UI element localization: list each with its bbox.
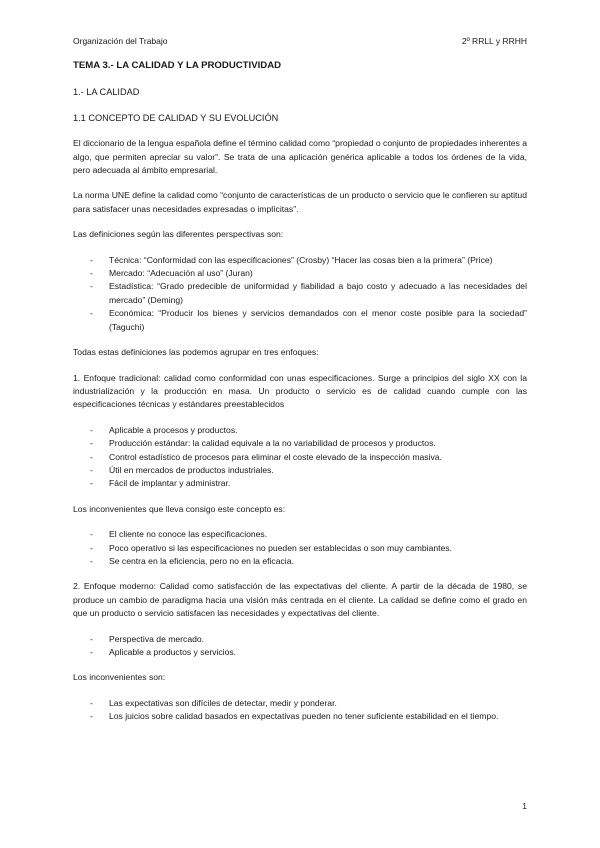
list-item-text: Técnica: “Conformidad con las especificaciones” (Crosby) “Hacer las cosas bien a la primera” (Price) <box>109 254 493 265</box>
list-item <box>73 697 527 710</box>
list-item-text: Económica: “Producir los bienes y servicios demandados con el menor coste posible para la sociedad” (Taguchi) <box>109 308 527 332</box>
list-item <box>73 280 527 307</box>
list-item-text: Útil en mercados de productos industriales. <box>109 464 274 475</box>
paragraph-traditional-drawbacks-intro: Los inconvenientes que lleva consigo este concepto es: <box>73 503 286 514</box>
dash-bullet: - <box>90 424 93 435</box>
list-traditional-features <box>73 424 527 491</box>
list-item-text: Los juicios sobre calidad basados en expectativas pueden no tener suficiente estabilidad en el tiempo. <box>109 711 499 722</box>
subsection-heading: 1.1 CONCEPTO DE CALIDAD Y SU EVOLUCIÓN <box>73 112 279 123</box>
list-item-text: Fácil de implantar y administrar. <box>109 478 231 489</box>
list-modern-drawbacks <box>73 697 527 724</box>
list-item-text: Control estadístico de procesos para eliminar el coste elevado de la inspección masiva. <box>109 451 442 462</box>
dash-bullet: - <box>90 697 93 708</box>
paragraph-traditional-approach: 1. Enfoque tradicional: calidad como conformidad con unas especificaciones. Surge a principios del siglo XX con la industrialización y la producción en masa. Un producto o servicio es de calidad cuando cumple con las especificaciones técnicas y estándares preestablecidos <box>73 372 527 410</box>
paragraph-perspectives-intro: Las definiciones según las diferentes perspectivas son: <box>73 229 284 240</box>
list-item-text: Las expectativas son difíciles de detectar, medir y ponderar. <box>109 697 337 708</box>
list-item <box>73 646 527 659</box>
document-title: TEMA 3.- LA CALIDAD Y LA PRODUCTIVIDAD <box>73 60 282 71</box>
paragraph-modern-approach: 2. Enfoque moderno: Calidad como satisfacción de las expectativas del cliente. A partir de la década de 1980, se produce un cambio de paradigma hacia una visión más centrada en el cliente. La calidad se define como el grado en que un producto o servicio satisfacen las necesidades y expectativas del cliente. <box>73 581 527 619</box>
dash-bullet: - <box>90 478 93 489</box>
dash-bullet: - <box>90 529 93 540</box>
list-item-text: Aplicable a procesos y productos. <box>109 424 238 435</box>
list-modern-features <box>73 633 527 660</box>
list-traditional-drawbacks <box>73 528 527 568</box>
paragraph-une-definition: La norma UNE define la calidad como “conjunto de características de un producto o servicio que le confieren su aptitud para satisfacer unas necesidades expresadas o implícitas”. <box>73 190 527 214</box>
list-item <box>73 710 527 723</box>
dash-bullet: - <box>90 647 93 657</box>
list-item-text: Mercado: “Adecuación al uso” (Juran) <box>109 268 253 279</box>
list-item <box>73 477 527 490</box>
paragraph-modern-drawbacks-intro: Los inconvenientes son: <box>73 672 166 683</box>
document-body <box>73 59 527 736</box>
list-item-text: Se centra en la eficiencia, pero no en la eficacia. <box>109 555 294 566</box>
header-degree: 2º RRLL y RRHH <box>461 36 527 46</box>
dash-bullet: - <box>90 254 93 265</box>
list-item <box>73 633 527 646</box>
list-item <box>73 555 527 568</box>
dash-bullet: - <box>90 281 93 292</box>
dash-bullet: - <box>90 268 93 279</box>
list-item <box>73 528 527 541</box>
dash-bullet: - <box>90 438 93 449</box>
dash-bullet: - <box>90 308 93 319</box>
list-item-text: Estadística: “Grado predecible de uniformidad y fiabilidad a bajo costo y adecuado a las necesidades del mercado” (Deming) <box>109 281 527 305</box>
list-item <box>73 254 527 267</box>
list-item-text: Poco operativo si las especificaciones no pueden ser establecidas o son muy cambiantes. <box>109 542 452 553</box>
dash-bullet: - <box>90 451 93 462</box>
dash-bullet: - <box>90 542 93 553</box>
list-item <box>73 437 527 450</box>
list-perspectives <box>73 254 527 334</box>
list-item-text: Perspectiva de mercado. <box>109 633 205 644</box>
list-item-text: Aplicable a productos y servicios. <box>109 647 237 657</box>
list-item-text: El cliente no conoce las especificaciones. <box>109 529 268 540</box>
header-course-name: Organización del Trabajo <box>73 36 168 46</box>
paragraph-approaches-intro: Todas estas definiciones las podemos agrupar en tres enfoques: <box>73 347 319 358</box>
list-item <box>73 464 527 477</box>
list-item <box>73 307 527 334</box>
list-item <box>73 424 527 437</box>
list-item <box>73 267 527 280</box>
dash-bullet: - <box>90 633 93 644</box>
dash-bullet: - <box>90 555 93 566</box>
list-item <box>73 451 527 464</box>
paragraph-dictionary-definition: El diccionario de la lengua española define el término calidad como “propiedad o conjunto de propiedades inherentes a algo, que permiten apreciar su valor”. Se trata de una aplicación genérica aplicable a todos los órdenes de la vida, pero adecuada al ámbito empresarial. <box>73 138 527 176</box>
list-item <box>73 542 527 555</box>
section-heading: 1.- LA CALIDAD <box>73 87 140 98</box>
list-item-text: Producción estándar: la calidad equivale a la no variabilidad de procesos y productos. <box>109 438 436 449</box>
dash-bullet: - <box>90 464 93 475</box>
page-number: 1 <box>522 801 527 811</box>
dash-bullet: - <box>90 711 93 722</box>
